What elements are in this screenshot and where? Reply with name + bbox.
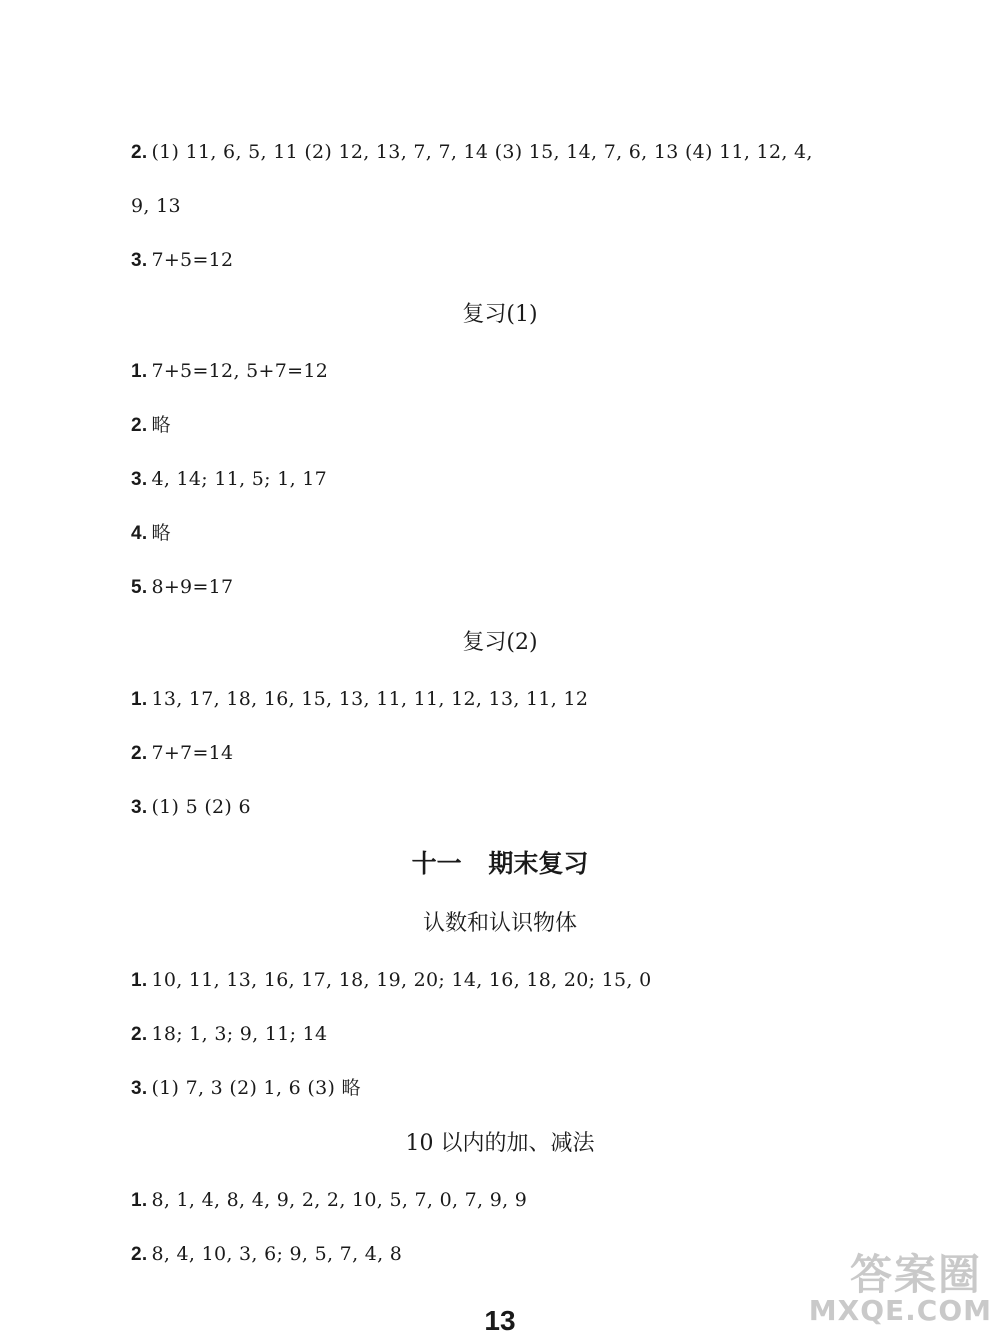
question-number: 3. xyxy=(131,1078,148,1099)
answer-line xyxy=(131,1022,327,1047)
section-title-review-2: 复习(2) xyxy=(462,630,538,655)
question-number: 2. xyxy=(131,1244,148,1265)
section-title-numbers-objects: 认数和认识物体 xyxy=(422,911,577,936)
answer-text: 略 xyxy=(151,414,171,436)
answer-line xyxy=(131,194,181,218)
answer-line xyxy=(131,1076,361,1101)
answer-line xyxy=(131,248,233,273)
answer-text: (1) 11, 6, 5, 11 (2) 12, 13, 7, 7, 14 (3) 15, 14, 7, 6, 13 (4) 11, 12, 4, xyxy=(151,141,813,163)
answer-line xyxy=(131,140,813,165)
question-number: 3. xyxy=(131,797,148,818)
watermark xyxy=(802,1242,992,1327)
answer-line xyxy=(131,413,171,438)
answer-text: 8+9=17 xyxy=(151,576,234,598)
answer-line xyxy=(131,1242,402,1267)
question-number: 2. xyxy=(131,1024,148,1045)
question-number: 1. xyxy=(131,1190,148,1211)
watermark-url: MXQE.COM xyxy=(808,1294,992,1327)
answer-text: 7+7=14 xyxy=(151,742,234,764)
answer-text: 略 xyxy=(151,522,171,544)
question-number: 5. xyxy=(131,577,148,598)
question-number: 3. xyxy=(131,250,148,271)
answer-line xyxy=(131,741,233,766)
answer-line xyxy=(131,521,171,546)
question-number: 3. xyxy=(131,469,148,490)
answer-line xyxy=(131,1188,527,1213)
answer-text: 13, 17, 18, 16, 15, 13, 11, 11, 12, 13, 11, 12 xyxy=(151,688,589,710)
section-title-review-1: 复习(1) xyxy=(462,302,538,327)
answer-line xyxy=(131,687,588,712)
answer-text: 18; 1, 3; 9, 11; 14 xyxy=(151,1023,328,1045)
answer-text: 9, 13 xyxy=(131,195,181,217)
answer-text: 7+5=12 xyxy=(151,249,234,271)
answer-line xyxy=(131,575,233,600)
question-number: 4. xyxy=(131,523,148,544)
answer-text: 8, 4, 10, 3, 6; 9, 5, 7, 4, 8 xyxy=(151,1243,403,1265)
chapter-title: 十一 期末复习 xyxy=(411,849,589,878)
page-number: 13 xyxy=(484,1305,516,1336)
watermark-logo-text: 答案圈 xyxy=(849,1250,982,1299)
question-number: 2. xyxy=(131,142,148,163)
answer-text: (1) 7, 3 (2) 1, 6 (3) 略 xyxy=(151,1077,361,1099)
section-title-add-sub-10: 10 以内的加、减法 xyxy=(405,1131,595,1156)
answer-line xyxy=(131,359,328,384)
answer-text: 7+5=12, 5+7=12 xyxy=(151,360,329,382)
question-number: 2. xyxy=(131,415,148,436)
question-number: 1. xyxy=(131,970,148,991)
answer-line xyxy=(131,795,251,820)
question-number: 1. xyxy=(131,361,148,382)
answer-text: 8, 1, 4, 8, 4, 9, 2, 2, 10, 5, 7, 0, 7, 9, 9 xyxy=(151,1189,528,1211)
answer-line xyxy=(131,467,327,492)
answer-text: 4, 14; 11, 5; 1, 17 xyxy=(151,468,328,490)
answer-text: (1) 5 (2) 6 xyxy=(151,796,251,818)
question-number: 1. xyxy=(131,689,148,710)
answer-text: 10, 11, 13, 16, 17, 18, 19, 20; 14, 16, 18, 20; 15, 0 xyxy=(151,969,652,991)
question-number: 2. xyxy=(131,743,148,764)
answer-line xyxy=(131,968,652,993)
